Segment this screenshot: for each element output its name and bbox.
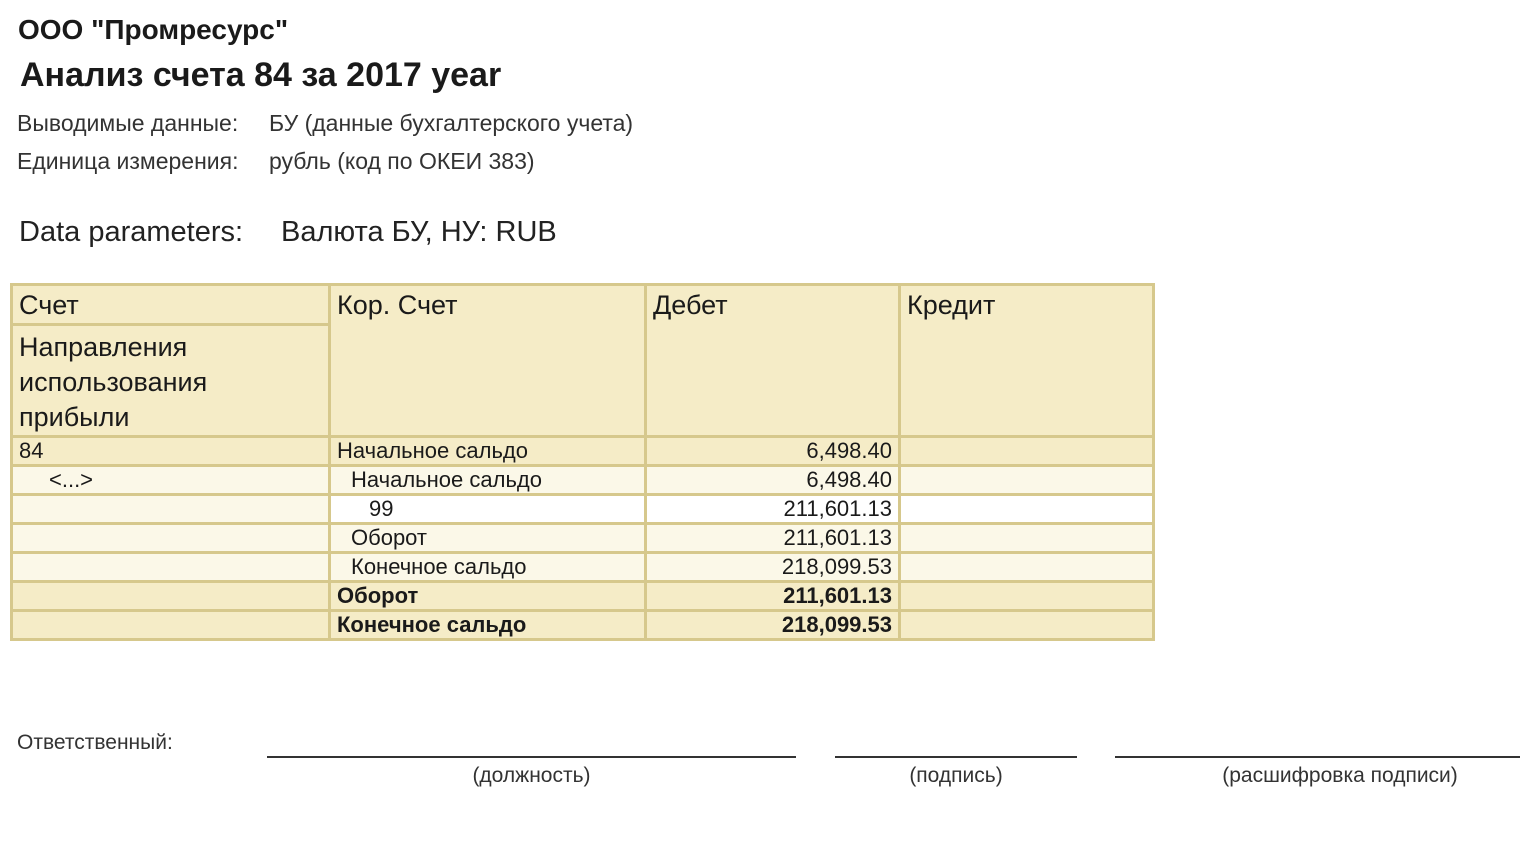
cell-credit [900,553,1154,582]
cell-corr: 99 [330,495,646,524]
column-header-account: Счет [12,285,330,325]
table-row [12,553,1154,582]
cell-account [12,524,330,553]
cell-corr: Оборот [330,524,646,553]
column-header-debit: Дебет [646,285,900,437]
table-row [12,437,1154,466]
cell-account [12,582,330,611]
position-signature-line [267,756,796,758]
cell-credit [900,437,1154,466]
table-row [12,466,1154,495]
table-row-total [12,611,1154,640]
account-analysis-table [10,283,1155,641]
data-parameters-label: Data parameters: [19,216,244,248]
signature-decode-line [1115,756,1520,758]
cell-debit: 218,099.53 [646,611,900,640]
data-parameters [19,216,557,249]
meta-output-data [17,110,633,137]
meta-unit-value: рубль (код по ОКЕИ 383) [269,148,535,174]
position-caption: (должность) [472,764,591,787]
cell-account [12,611,330,640]
column-header-direction: Направления использования прибыли [12,325,330,437]
cell-account: 84 [12,437,330,466]
column-header-corr-account: Кор. Счет [330,285,646,437]
column-header-credit: Кредит [900,285,1154,437]
cell-corr: Конечное сальдо [330,553,646,582]
table-row [12,524,1154,553]
cell-account [12,553,330,582]
meta-unit-label: Единица измерения: [17,148,239,174]
cell-credit [900,495,1154,524]
cell-corr: Конечное сальдо [330,611,646,640]
cell-account [12,495,330,524]
meta-output-value: БУ (данные бухгалтерского учета) [269,110,634,136]
cell-debit: 6,498.40 [646,466,900,495]
cell-credit [900,582,1154,611]
meta-output-label: Выводимые данные: [17,110,239,136]
cell-corr: Начальное сальдо [330,437,646,466]
cell-account: <...> [12,466,330,495]
cell-credit [900,524,1154,553]
cell-credit [900,466,1154,495]
cell-credit [900,611,1154,640]
signature-caption: (подпись) [909,764,1003,787]
table-row [12,495,1154,524]
meta-unit [17,148,535,175]
cell-debit: 211,601.13 [646,495,900,524]
signature-decode-caption: (расшифровка подписи) [1222,764,1458,787]
cell-debit: 211,601.13 [646,582,900,611]
cell-debit: 6,498.40 [646,437,900,466]
data-parameters-value: Валюта БУ, НУ: RUB [281,216,557,248]
responsible-label: Ответственный: [17,731,173,754]
signature-line [835,756,1077,758]
organization-name: ООО "Промресурс" [18,14,289,45]
cell-corr: Начальное сальдо [330,466,646,495]
cell-debit: 211,601.13 [646,524,900,553]
report-title: Анализ счета 84 за 2017 year [20,56,502,94]
cell-debit: 218,099.53 [646,553,900,582]
table-row-total [12,582,1154,611]
cell-corr: Оборот [330,582,646,611]
